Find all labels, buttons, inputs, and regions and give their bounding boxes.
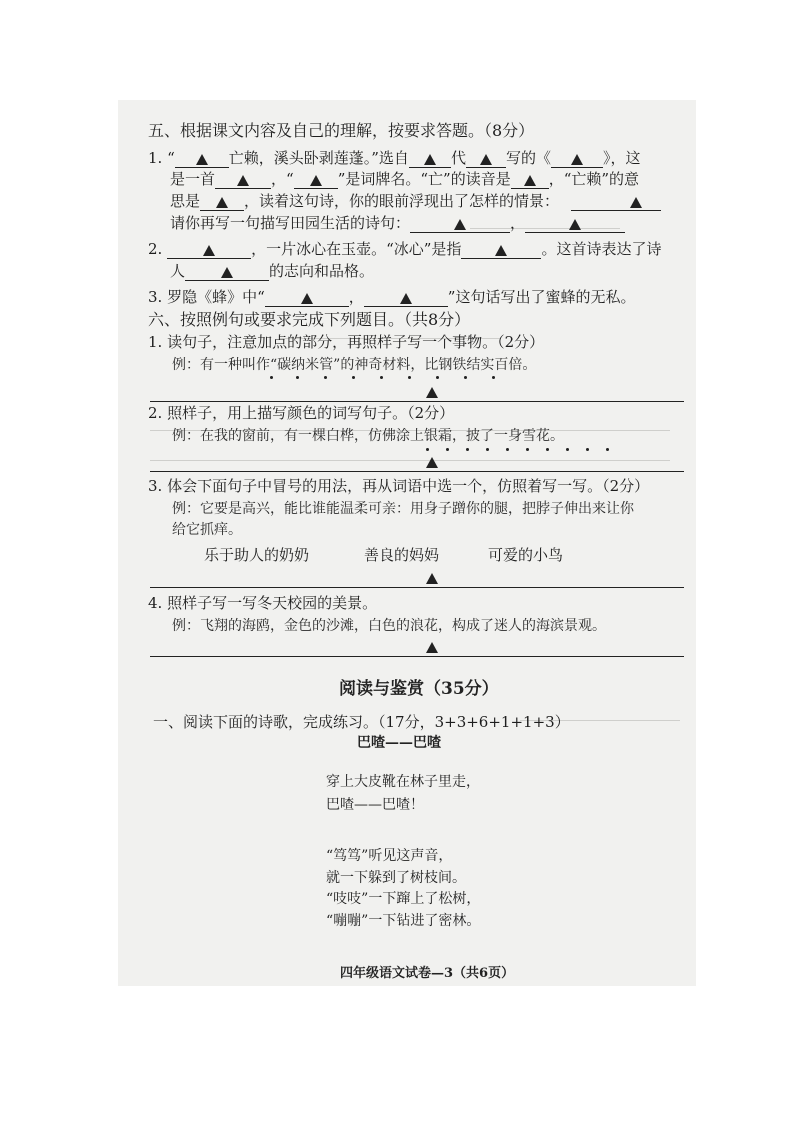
page-footer: 四年级语文试卷—3（共6页） — [340, 966, 515, 981]
bleed-mark — [150, 460, 670, 461]
blank-marker-icon — [237, 175, 249, 186]
question-text: 罗隐《蜂》中“ — [167, 288, 265, 306]
blank-marker-icon — [426, 573, 438, 584]
answer-line[interactable] — [150, 471, 684, 472]
question-text: ， — [348, 288, 364, 306]
question-number: 3. — [148, 288, 163, 306]
question-text: ”是词牌名。“亡”的读音是 — [337, 170, 511, 188]
answer-blank[interactable] — [364, 289, 448, 307]
question-text: 请你再写一句描写田园生活的诗句： — [170, 214, 411, 232]
answer-blank[interactable] — [551, 150, 603, 168]
question-text: 的志向和品格。 — [269, 262, 375, 280]
blank-marker-icon — [301, 293, 313, 304]
question-6-4: 4. 照样子写一写冬天校园的美景。 — [148, 594, 378, 612]
example-6-2: 例：在我的窗前，有一棵白桦，仿佛涂上银霜，披了一身雪花。 — [172, 428, 564, 444]
blank-marker-icon — [571, 154, 583, 165]
poem-line: 就一下躲到了树枝间。 — [326, 870, 466, 886]
answer-blank[interactable] — [294, 171, 338, 189]
question-text: 是一首 — [170, 170, 216, 188]
answer-blank[interactable] — [409, 150, 451, 168]
section-five-heading: 五、根据课文内容及自己的理解，按要求答题。（8分） — [148, 121, 535, 140]
answer-blank[interactable] — [215, 171, 271, 189]
question-6-3: 3. 体会下面句子中冒号的用法，再从词语中选一个，仿照着写一写。（2分） — [148, 477, 650, 495]
word-option: 乐于助人的奶奶 — [204, 546, 310, 564]
answer-blank[interactable] — [410, 215, 510, 233]
blank-marker-icon — [216, 197, 228, 208]
poem-title: 巴喳——巴喳 — [357, 735, 441, 751]
question-text: ，读着这句诗，你的眼前浮现出了怎样的情景： — [244, 192, 560, 210]
question-6-1: 1. 读句子，注意加点的部分，再照样子写一个事物。（2分） — [148, 333, 545, 351]
blank-marker-icon — [203, 245, 215, 256]
word-option: 可爱的小鸟 — [488, 546, 564, 564]
question-text: ，“亡赖”的意 — [548, 170, 640, 188]
blank-marker-icon — [400, 293, 412, 304]
question-5-1-line3 — [170, 191, 661, 211]
answer-line[interactable] — [150, 656, 684, 657]
example-6-4: 例：飞翔的海鸥，金色的沙滩，白色的浪花，构成了迷人的海滨景观。 — [172, 618, 606, 634]
reading-section-title: 阅读与鉴赏（35分） — [339, 679, 499, 699]
answer-blank[interactable] — [167, 241, 251, 259]
example-6-3-line2: 给它抓痒。 — [172, 522, 242, 538]
blank-marker-icon — [221, 267, 233, 278]
poem-line: “嘣嘣”一下钻进了密林。 — [326, 913, 481, 929]
example-6-3-line1: 例：它要是高兴，能比谁能温柔可亲：用身子蹭你的腿，把脖子伸出来让你 — [172, 501, 634, 517]
answer-blank[interactable] — [175, 150, 229, 168]
question-5-3 — [148, 287, 635, 307]
question-text: 。这首诗表达了诗 — [541, 240, 662, 258]
answer-line[interactable] — [150, 401, 684, 402]
answer-blank[interactable] — [200, 193, 244, 211]
question-text: 》，这 — [602, 149, 641, 167]
question-number: 1. — [148, 149, 163, 167]
question-text: ，“ — [271, 170, 294, 188]
question-5-2 — [148, 239, 661, 259]
answer-line[interactable] — [150, 587, 684, 588]
emphasis-dots — [420, 448, 620, 452]
question-6-2: 2. 照样子，用上描写颜色的词写句子。（2分） — [148, 404, 455, 422]
question-text: 写的《 — [505, 149, 551, 167]
poem-line: 巴喳——巴喳！ — [326, 797, 424, 813]
emphasis-dots — [262, 376, 522, 380]
question-5-2-line2 — [170, 261, 374, 281]
blank-marker-icon — [569, 219, 581, 230]
section-six-heading: 六、按照例句或要求完成下列题目。（共8分） — [148, 310, 471, 329]
question-text: “ — [167, 149, 175, 167]
blank-marker-icon — [424, 154, 436, 165]
blank-marker-icon — [630, 197, 642, 208]
poem-line: “吱吱”一下蹿上了松树， — [326, 891, 481, 907]
example-6-1: 例：有一种叫作“碳纳米管”的神奇材料，比钢铁结实百倍。 — [172, 357, 537, 373]
question-text: 思是 — [170, 192, 201, 210]
blank-marker-icon — [426, 457, 438, 468]
answer-blank[interactable] — [461, 241, 541, 259]
blank-marker-icon — [495, 245, 507, 256]
answer-blank[interactable] — [571, 193, 661, 211]
answer-blank[interactable] — [265, 289, 349, 307]
reading-question-1: 一、阅读下面的诗歌，完成练习。（17分，3+3+6+1+1+3） — [153, 713, 570, 731]
answer-blank[interactable] — [185, 263, 269, 281]
blank-marker-icon — [196, 154, 208, 165]
blank-marker-icon — [454, 219, 466, 230]
blank-marker-icon — [480, 154, 492, 165]
question-number: 2. — [148, 240, 163, 258]
answer-blank[interactable] — [525, 215, 625, 233]
blank-marker-icon — [426, 387, 438, 398]
answer-blank[interactable] — [466, 150, 506, 168]
question-text: ”这句话写出了蜜蜂的无私。 — [447, 288, 636, 306]
question-5-1-line1 — [148, 148, 640, 168]
question-text: ， — [510, 214, 526, 232]
question-text: 代 — [450, 149, 466, 167]
blank-marker-icon — [426, 642, 438, 653]
question-text: 人 — [170, 262, 186, 280]
question-text: 亡赖，溪头卧剥莲蓬。”选自 — [228, 149, 409, 167]
question-5-1-line2 — [170, 169, 639, 189]
question-text: ，一片冰心在玉壶。“冰心”是指 — [251, 240, 462, 258]
poem-line: 穿上大皮靴在林子里走， — [326, 774, 480, 790]
poem-line: “笃笃”听见这声音， — [326, 848, 453, 864]
answer-blank[interactable] — [511, 171, 549, 189]
word-option: 善良的妈妈 — [364, 546, 440, 564]
blank-marker-icon — [310, 175, 322, 186]
blank-marker-icon — [524, 175, 536, 186]
question-5-1-line4 — [170, 213, 625, 233]
